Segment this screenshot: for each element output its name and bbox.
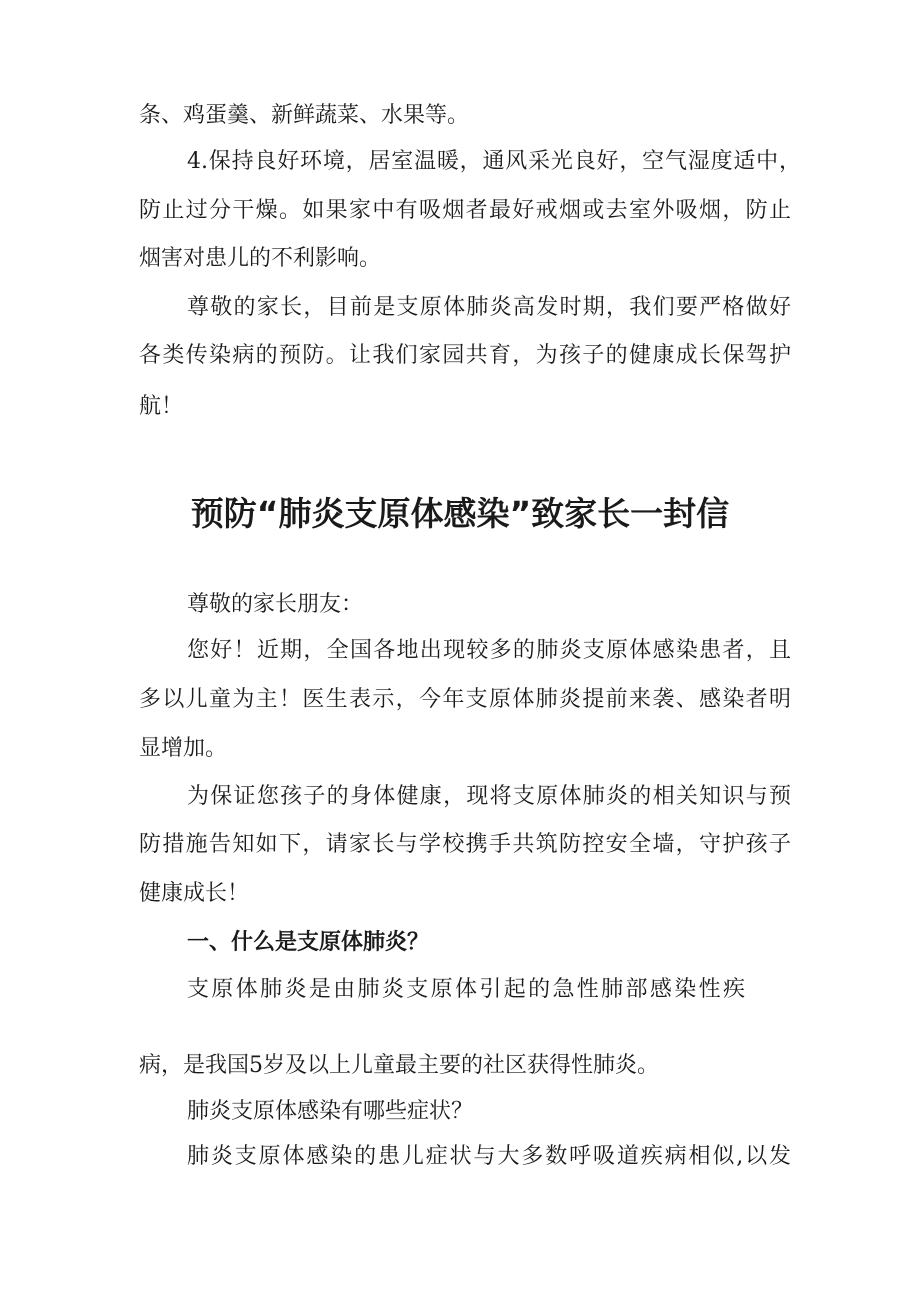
text-line: 多以儿童为主！医生表示，今年支原体肺炎提前来袭、感染者明 [139, 687, 791, 712]
text-line: 支原体肺炎是由肺炎支原体引起的急性肺部感染性疾 [187, 977, 745, 1002]
text-line: 防措施告知如下，请家长与学校携手共筑防控安全墙，守护孩子 [139, 832, 791, 857]
text-line: 肺炎支原体感染的患儿症状与大多数呼吸道疾病相似,以发 [187, 1144, 791, 1169]
salutation: 尊敬的家长朋友： [187, 592, 364, 617]
text-line: 各类传染病的预防。让我们家园共育，为孩子的健康成长保驾护 [139, 343, 791, 368]
text-line: 条、鸡蛋羹、新鲜蔬菜、水果等。 [139, 103, 470, 128]
text-line: 防止过分干燥。如果家中有吸烟者最好戒烟或去室外吸烟，防止 [139, 198, 791, 223]
letter-title: 预防“肺炎支原体感染”致家长一封信 [190, 494, 730, 533]
text-line: 健康成长！ [139, 881, 250, 906]
section-heading: 一、什么是支原体肺炎？ [187, 930, 430, 955]
text-line: 您好！近期，全国各地出现较多的肺炎支原体感染患者，且 [187, 638, 791, 663]
text-line: 航！ [139, 394, 184, 419]
text-line: 病，是我国5岁及以上儿童最主要的社区获得性肺炎。 [139, 1053, 659, 1078]
text-line: 显增加。 [139, 736, 228, 761]
text-line: 尊敬的家长，目前是支原体肺炎高发时期，我们要严格做好 [187, 295, 791, 320]
text-line: 4.保持良好环境，居室温暖，通风采光良好，空气湿度适中， [187, 149, 801, 174]
text-line: 烟害对患儿的不利影响。 [139, 246, 382, 271]
text-line: 为保证您孩子的身体健康，现将支原体肺炎的相关知识与预 [187, 784, 791, 809]
subheading: 肺炎支原体感染有哪些症状？ [187, 1099, 474, 1124]
